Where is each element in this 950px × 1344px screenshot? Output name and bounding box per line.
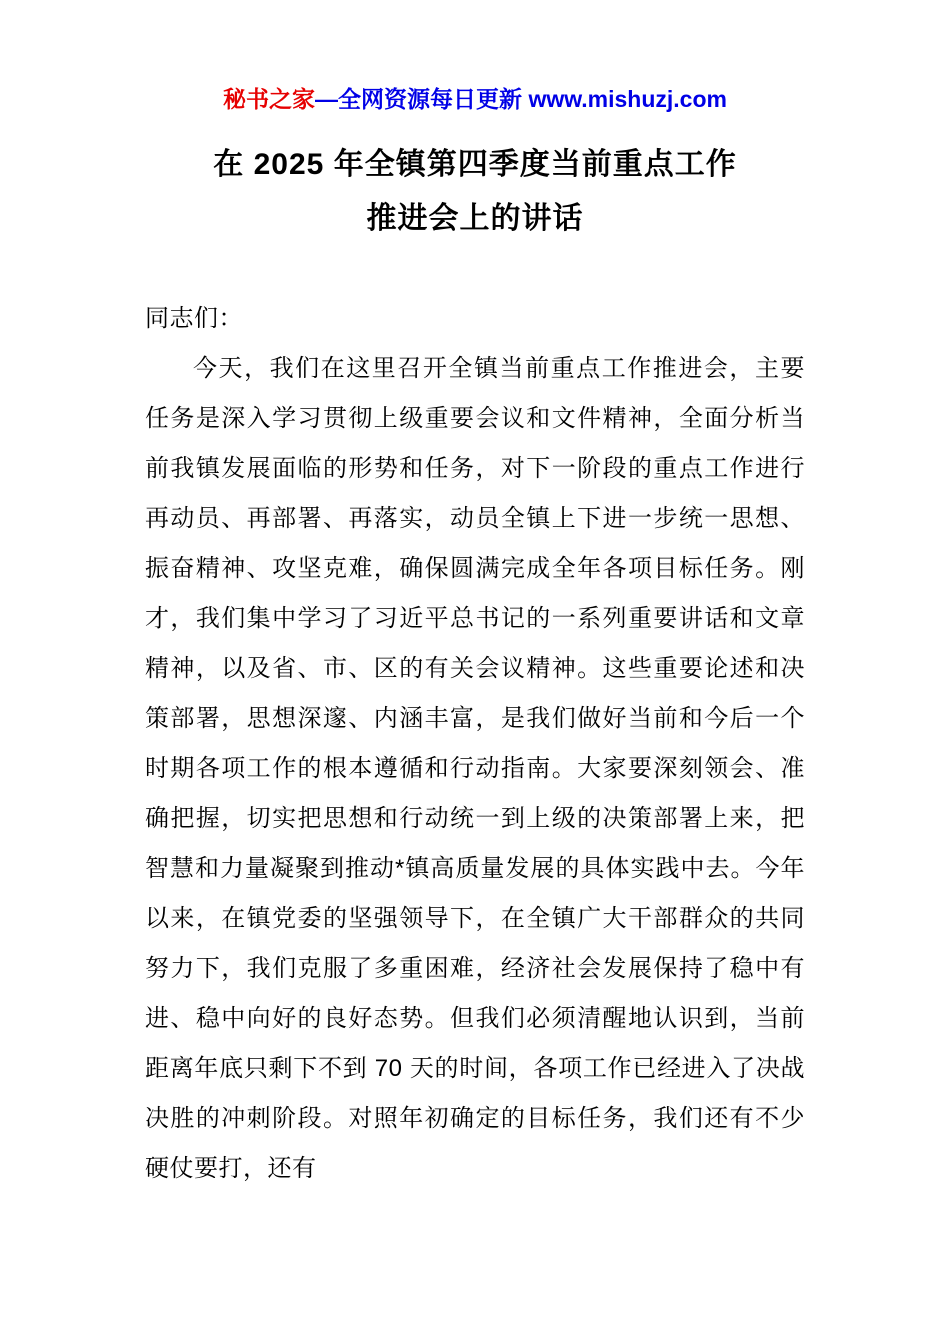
site-url-link[interactable]: www.mishuzj.com: [528, 86, 727, 112]
document-title-line2: 推进会上的讲话: [366, 202, 584, 235]
site-header: [145, 84, 805, 114]
site-name: 秘书之家: [223, 86, 316, 112]
document-title-line1: 在 2025 年全镇第四季度当前重点工作: [213, 148, 737, 181]
body-paragraph: 今天，我们在这里召开全镇当前重点工作推进会，主要任务是深入学习贯彻上级重要会议和文件精神，全面分析当前我镇发展面临的形势和任务，对下一阶段的重点工作进行再动员、再部署、再落实，动员全镇上下进一步统一思想、振奋精神、攻坚克难，确保圆满完成全年各项目标任务。刚才，我们集中学习了习近平总书记的一系列重要讲话和文章精神，以及省、市、区的有关会议精神。这些重要论述和决策部署，思想深邃、内涵丰富，是我们做好当前和今后一个时期各项工作的根本遵循和行动指南。大家要深刻领会、准确把握，切实把思想和行动统一到上级的决策部署上来，把智慧和力量凝聚到推动*镇高质量发展的具体实践中去。今年以来，在镇党委的坚强领导下，在全镇广大干部群众的共同努力下，我们克服了多重困难，经济社会发展保持了稳中有进、稳中向好的良好态势。但我们必须清醒地认识到，当前距离年底只剩下不到 70 天的时间，各项工作已经进入了决战决胜的冲刺阶段。对照年初确定的目标任务，我们还有不少硬仗要打，还有: [145, 355, 805, 1182]
document-body: [145, 294, 805, 1194]
document-title: [145, 138, 805, 246]
site-tagline: —全网资源每日更新: [315, 86, 529, 112]
salutation: 同志们：: [145, 305, 243, 332]
